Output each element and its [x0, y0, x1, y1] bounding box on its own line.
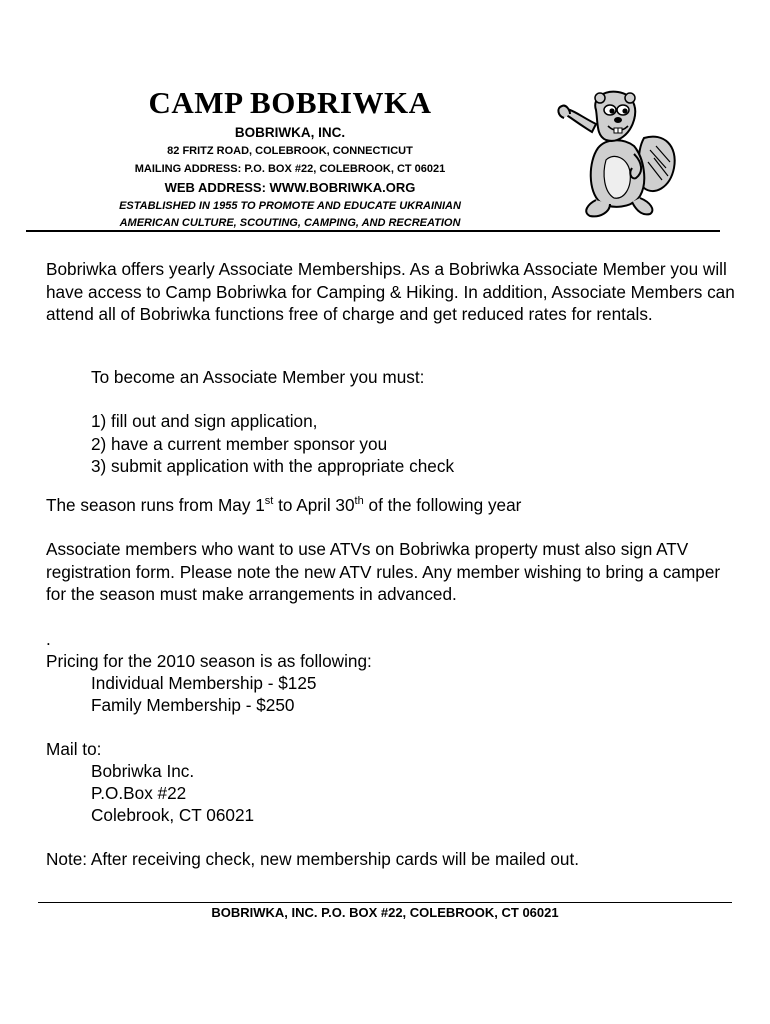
mail-to-heading: Mail to: [46, 739, 102, 759]
letterhead-divider [26, 230, 720, 232]
price-family: Family Membership - $250 [91, 695, 295, 715]
camp-title: CAMP BOBRIWKA [148, 85, 432, 120]
list-item: 1) fill out and sign application, [91, 411, 318, 431]
season-superscript-2: th [354, 495, 364, 507]
price-individual: Individual Membership - $125 [91, 673, 317, 693]
web-address: WEB ADDRESS: WWW.BOBRIWKA.ORG [164, 180, 416, 195]
requirements-list [91, 410, 454, 478]
intro-paragraph: Bobriwka offers yearly Associate Memberships. As a Bobriwka Associate Member you will have access to Camp Bobriwka for Camping & Hiking. In addition, Associate Members can attend all of Bobriwka functions free of charge and get reduced rates for rentals. [46, 259, 735, 324]
company-name: BOBRIWKA, INC. [234, 125, 346, 140]
list-item: 2) have a current member sponsor you [91, 433, 388, 454]
season-text-2: to April 30 [273, 495, 355, 515]
mail-to-line: P.O.Box #22 [91, 783, 187, 803]
footer-address: BOBRIWKA, INC. P.O. BOX #22, COLEBROOK, CT 06021 [211, 905, 559, 920]
season-text-1: The season runs from May 1 [46, 495, 265, 515]
mail-to-line: Bobriwka Inc. [91, 761, 195, 781]
requirements-heading: To become an Associate Member you must: [91, 367, 425, 387]
established-line-2: AMERICAN CULTURE, SCOUTING, CAMPING, AND RECREATION [119, 217, 461, 229]
note-paragraph: Note: After receiving check, new membership cards will be mailed out. [46, 849, 580, 869]
beaver-mascot-icon [552, 88, 680, 224]
mailing-address: MAILING ADDRESS: P.O. BOX #22, COLEBROOK, CT 06021 [134, 163, 446, 175]
stray-period: . [46, 629, 51, 649]
mail-to-line: Colebrook, CT 06021 [91, 805, 255, 825]
street-address: 82 FRITZ ROAD, COLEBROOK, CONNECTICUT [167, 145, 413, 157]
season-superscript-1: st [264, 495, 274, 507]
season-text-3: of the following year [363, 495, 522, 515]
season-dates [46, 494, 521, 517]
list-item: 3) submit application with the appropriate check [91, 456, 455, 476]
established-line-1: ESTABLISHED IN 1955 TO PROMOTE AND EDUCATE UKRAINIAN [119, 200, 461, 212]
atv-paragraph: Associate members who want to use ATVs on Bobriwka property must also sign ATV registration form. Please note the new ATV rules. Any member wishing to bring a camper for the season must make arrangements in advanced. [46, 539, 721, 604]
pricing-heading: Pricing for the 2010 season is as following: [46, 651, 372, 671]
footer-divider [38, 902, 732, 903]
